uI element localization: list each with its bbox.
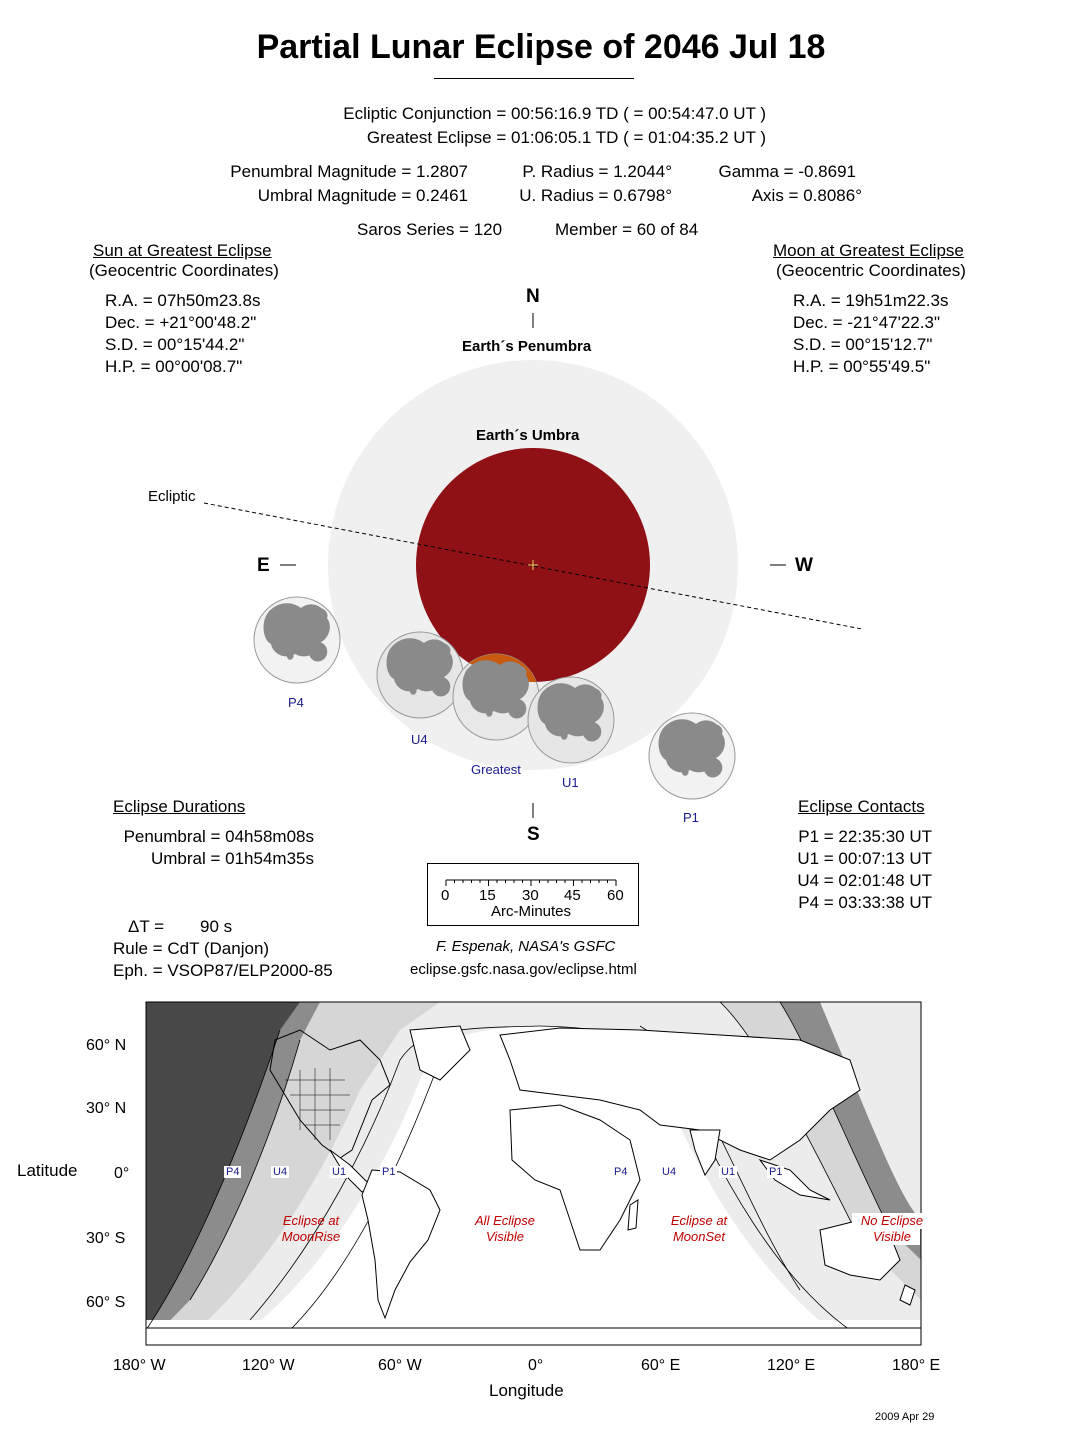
lon-label-120w: 120° W: [242, 1357, 295, 1374]
map-tag-p1-right: P1: [769, 1166, 783, 1178]
map-tag-u4-right: U4: [662, 1166, 677, 1178]
saros-series: Saros Series = 120: [357, 220, 503, 239]
moon-label-greatest: Greatest: [471, 762, 521, 777]
map-tag-u4-left: U4: [273, 1166, 288, 1178]
gamma-value: Gamma = -0.8691: [718, 162, 856, 181]
lat-label-30n: 30° N: [86, 1100, 127, 1117]
region-label-no-eclipse: [852, 1213, 932, 1245]
region-moonrise-line1: Eclipse at: [282, 1213, 340, 1228]
date-stamp: 2009 Apr 29: [875, 1411, 935, 1423]
contact-u1: U1 = 00:07:13 UT: [797, 849, 932, 868]
region-moonset-line1: Eclipse at: [670, 1213, 728, 1228]
map-tag-p1-left: P1: [382, 1166, 396, 1178]
scale-tick-30: 30: [522, 887, 539, 904]
north-label: N: [526, 286, 540, 307]
page-title: Partial Lunar Eclipse of 2046 Jul 18: [256, 28, 826, 66]
region-all-line2: Visible: [485, 1229, 525, 1244]
greatest-eclipse-line: Greatest Eclipse = 01:06:05.1 TD ( = 01:04:35.2 UT ): [366, 128, 766, 147]
contact-u4: U4 = 02:01:48 UT: [797, 871, 932, 890]
ephemeris-text: Eph. = VSOP87/ELP2000-85: [113, 961, 333, 980]
south-label: S: [527, 824, 540, 845]
penumbral-magnitude: Penumbral Magnitude = 1.2807: [230, 162, 468, 181]
rule-text: Rule = CdT (Danjon): [113, 939, 270, 958]
lon-label-120e: 120° E: [767, 1357, 816, 1374]
duration-umbral: Umbral = 01h54m35s: [150, 849, 314, 868]
scale-tick-45: 45: [564, 887, 581, 904]
lon-label-60e: 60° E: [641, 1357, 681, 1374]
scale-label: Arc-Minutes: [491, 903, 572, 920]
durations-heading: Eclipse Durations: [113, 797, 246, 816]
duration-penumbral: Penumbral = 04h58m08s: [123, 827, 314, 846]
scale-tick-15: 15: [479, 887, 496, 904]
map-tag-p4-left: P4: [226, 1166, 240, 1178]
scale-tick-0: 0: [441, 887, 450, 904]
contact-p4: P4 = 03:33:38 UT: [798, 893, 932, 912]
delta-t-label: ΔT =: [128, 917, 165, 936]
moon-ra: R.A. = 19h51m22.3s: [793, 291, 949, 310]
map-tag-u1-right: U1: [721, 1166, 736, 1178]
moon-heading: Moon at Greatest Eclipse: [773, 241, 964, 260]
lat-label-60n: 60° N: [86, 1037, 127, 1054]
sun-subheading: (Geocentric Coordinates): [89, 261, 279, 280]
map-tag-p4-right: P4: [614, 1166, 628, 1178]
umbral-magnitude: Umbral Magnitude = 0.2461: [257, 186, 468, 205]
url-text: eclipse.gsfc.nasa.gov/eclipse.html: [410, 961, 637, 978]
moon-dec: Dec. = -21°47'22.3": [793, 313, 940, 332]
sun-hp: H.P. = 00°00'08.7": [105, 357, 243, 376]
region-moonset-line2: MoonSet: [672, 1229, 726, 1244]
region-label-moonrise: [266, 1213, 356, 1245]
penumbra-label: Earth´s Penumbra: [462, 338, 592, 355]
sun-ra: R.A. = 07h50m23.8s: [105, 291, 261, 310]
longitude-title: Longitude: [489, 1381, 564, 1400]
antarctica: [146, 1328, 921, 1345]
west-label: W: [795, 555, 813, 576]
lon-label-180w: 180° W: [113, 1357, 166, 1374]
east-label: E: [257, 555, 270, 576]
delta-t-value: 90 s: [200, 917, 233, 936]
moon-label-p4: P4: [288, 695, 304, 710]
ecliptic-label: Ecliptic: [148, 488, 196, 505]
lon-label-60w: 60° W: [378, 1357, 422, 1374]
saros-member: Member = 60 of 84: [555, 220, 699, 239]
moon-label-u1: U1: [562, 775, 579, 790]
contacts-heading: Eclipse Contacts: [798, 797, 925, 816]
moon-subheading: (Geocentric Coordinates): [776, 261, 966, 280]
latitude-title: Latitude: [17, 1161, 78, 1180]
lat-label-60s: 60° S: [86, 1294, 126, 1311]
lon-label-0: 0°: [528, 1357, 544, 1374]
credit-text: F. Espenak, NASA's GSFC: [436, 938, 616, 955]
conjunction-line: Ecliptic Conjunction = 00:56:16.9 TD ( = 00:54:47.0 UT ): [343, 104, 766, 123]
region-moonrise-line2: MoonRise: [281, 1229, 341, 1244]
region-label-moonset: [654, 1213, 744, 1245]
region-none-line1: No Eclipse: [852, 1213, 932, 1229]
moon-sd: S.D. = 00°15'12.7": [793, 335, 933, 354]
region-all-line1: All Eclipse: [475, 1213, 535, 1228]
lat-label-30s: 30° S: [86, 1230, 126, 1247]
map-tag-u1-left: U1: [332, 1166, 347, 1178]
sun-heading: Sun at Greatest Eclipse: [93, 241, 272, 260]
sun-sd: S.D. = 00°15'44.2": [105, 335, 245, 354]
umbral-radius: U. Radius = 0.6798°: [519, 186, 672, 205]
moon-label-p1: P1: [683, 810, 699, 825]
contact-p1: P1 = 22:35:30 UT: [798, 827, 932, 846]
region-none-line2: Visible: [864, 1229, 920, 1245]
scale-tick-60: 60: [607, 887, 624, 904]
axis-value: Axis = 0.8086°: [751, 186, 862, 205]
moon-hp: H.P. = 00°55'49.5": [793, 357, 931, 376]
lon-label-180e: 180° E: [892, 1357, 941, 1374]
lat-label-0: 0°: [114, 1165, 130, 1182]
penumbral-radius: P. Radius = 1.2044°: [522, 162, 672, 181]
sun-dec: Dec. = +21°00'48.2": [105, 313, 257, 332]
umbra-label: Earth´s Umbra: [476, 427, 580, 444]
region-label-all-visible: [460, 1213, 550, 1245]
moon-label-u4: U4: [411, 732, 428, 747]
